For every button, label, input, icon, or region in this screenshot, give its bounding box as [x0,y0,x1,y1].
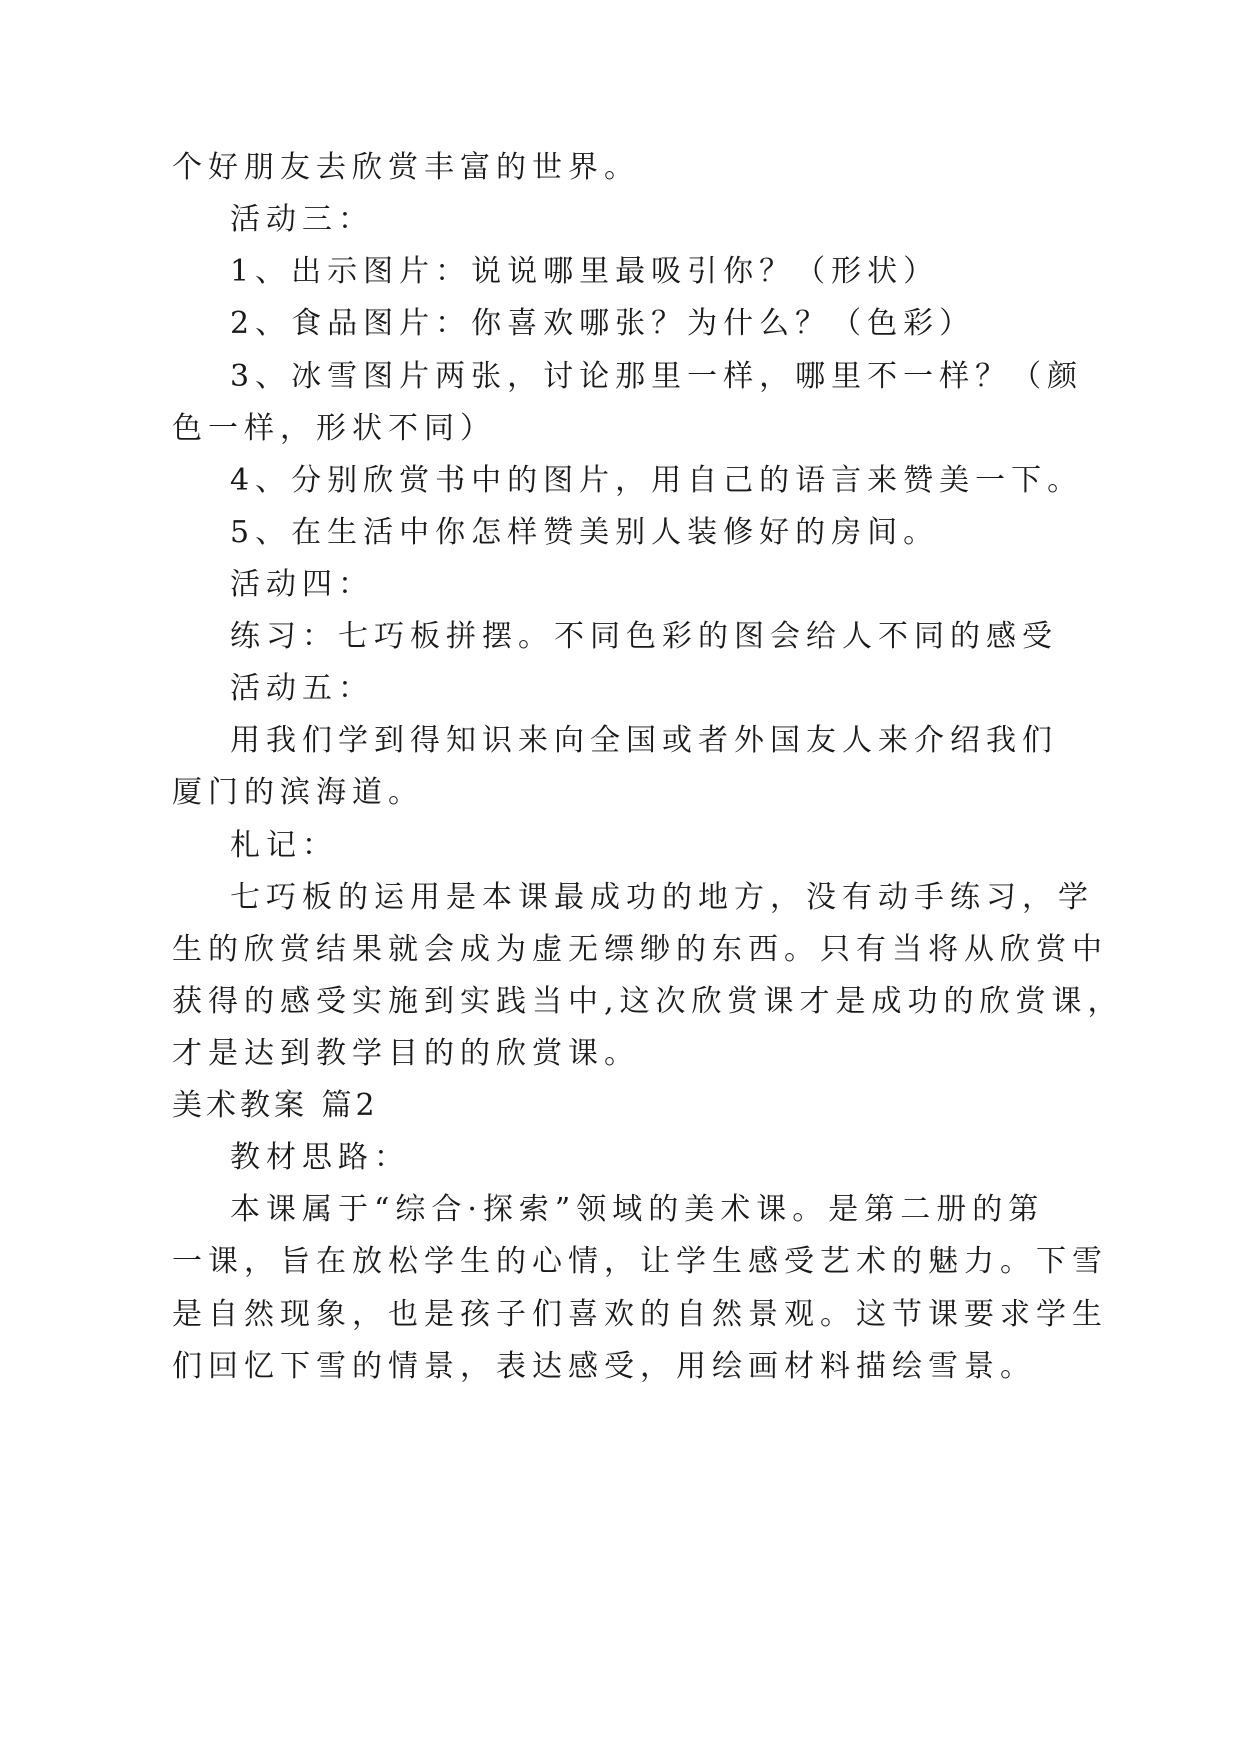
text-line: 七巧板的运用是本课最成功的地方，没有动手练习，学 [230,880,1094,915]
text-line: 获得的感受实施到实践当中,这次欣赏课才是成功的欣赏课， [172,984,1124,1019]
section-heading: 美术教案 篇2 [172,1088,379,1123]
text-line: 是自然现象，也是孩子们喜欢的自然景观。这节课要求学生 [172,1297,1108,1332]
text-line: 1、出示图片：说说哪里最吸引你？（形状） [230,254,940,289]
text-line: 5、在生活中你怎样赞美别人装修好的房间。 [230,515,940,550]
text-line: 色一样，形状不同） [172,411,496,446]
text-line: 活动五： [230,671,374,706]
text-line: 生的欣赏结果就会成为虚无缥缈的东西。只有当将从欣赏中 [172,932,1108,967]
text-line: 4、分别欣赏书中的图片，用自己的语言来赞美一下。 [230,463,1084,498]
text-line: 一课，旨在放松学生的心情，让学生感受艺术的魅力。下雪 [172,1244,1108,1279]
text-line: 教材思路： [230,1140,410,1175]
text-line: 活动三： [230,202,374,237]
text-line: 才是达到教学目的的欣赏课。 [172,1036,640,1071]
text-line: 3、冰雪图片两张，讨论那里一样，哪里不一样？（颜 [230,359,1084,394]
text-line: 本课属于“综合·探索”领域的美术课。是第二册的第 [230,1192,1045,1227]
text-line: 个好朋友去欣赏丰富的世界。 [172,150,640,185]
text-line: 用我们学到得知识来向全国或者外国友人来介绍我们 [230,723,1058,758]
text-line: 活动四： [230,567,374,602]
text-line: 2、食品图片：你喜欢哪张？为什么？（色彩） [230,306,976,341]
text-line: 札记： [230,828,338,863]
text-line: 厦门的滨海道。 [172,775,424,810]
text-line: 们回忆下雪的情景，表达感受，用绘画材料描绘雪景。 [172,1349,1036,1384]
text-line: 练习：七巧板拼摆。不同色彩的图会给人不同的感受 [230,619,1058,654]
